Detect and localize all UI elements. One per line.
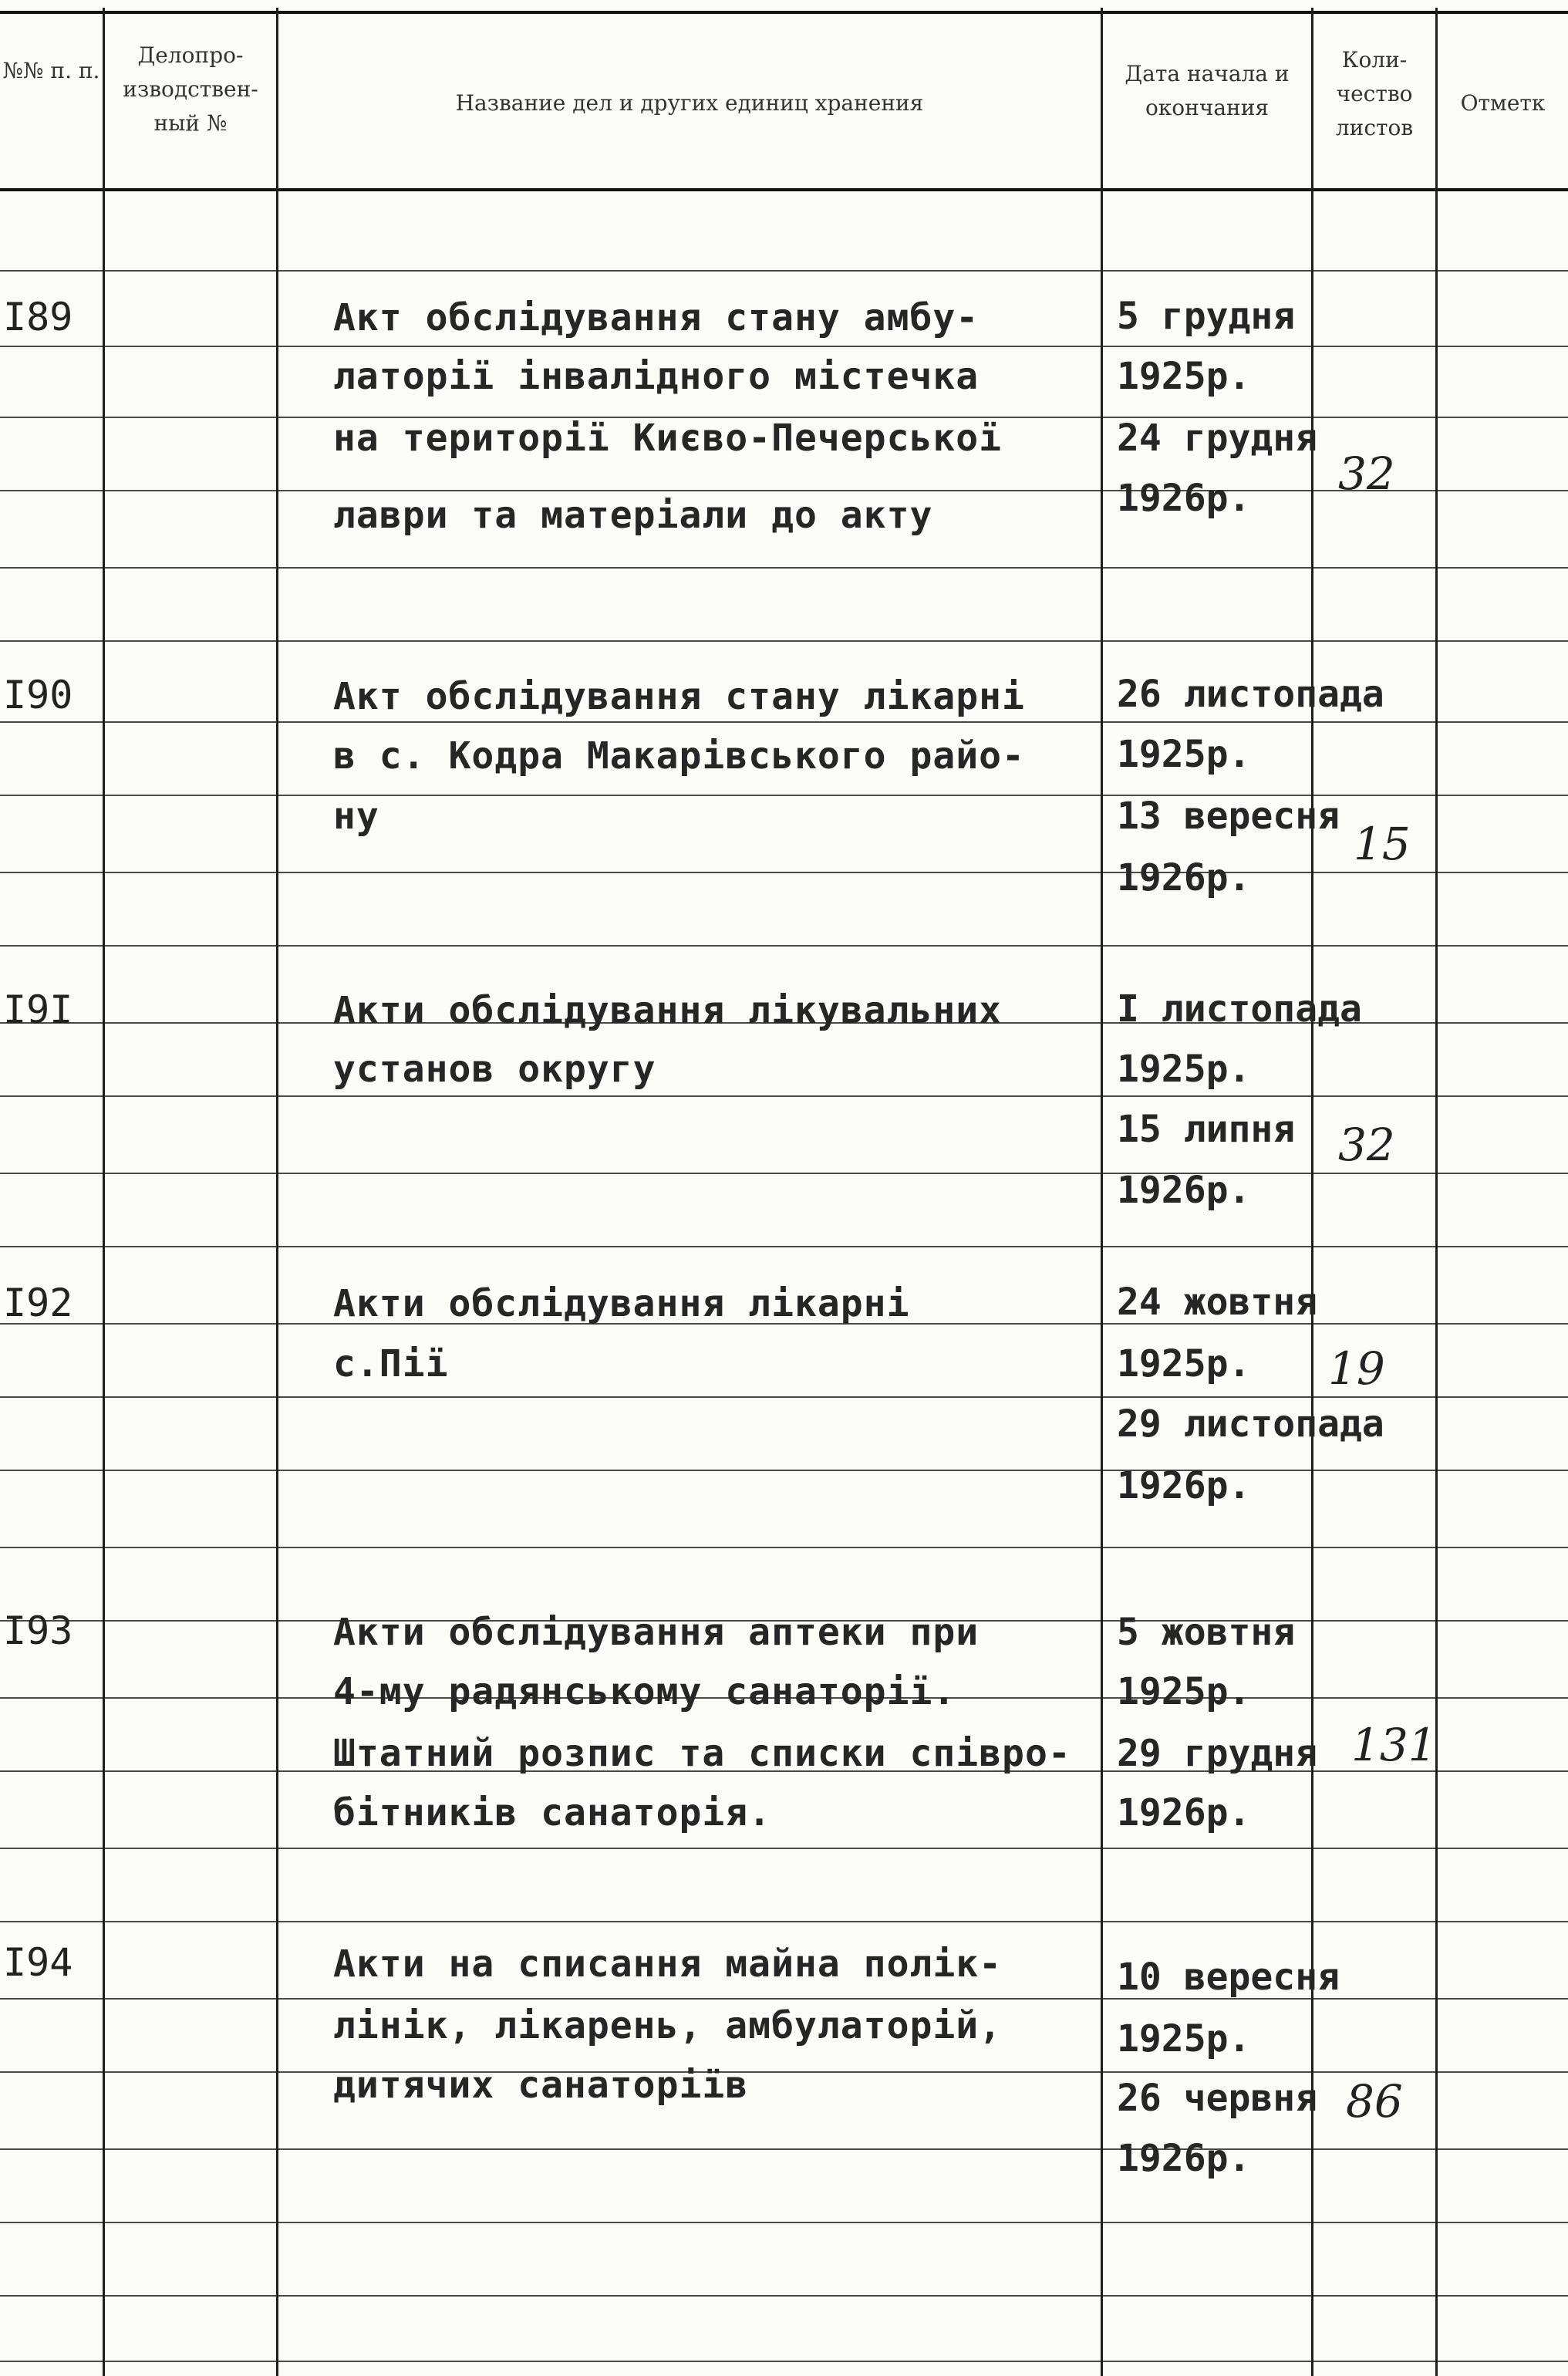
- record-sheet-count: 32: [1338, 447, 1395, 500]
- record-date-line: 5 грудня: [1117, 295, 1296, 338]
- header-col-sheets: Коли- чество листов: [1335, 47, 1414, 140]
- rule: [0, 270, 1568, 272]
- record-title-line: Акти обслідування аптеки при: [333, 1611, 980, 1654]
- record-date-line: 26 червня: [1117, 2077, 1318, 2120]
- record-title-line: дитячих санаторіїв: [333, 2064, 749, 2107]
- record-title-line: лаври та матеріали до акту: [333, 494, 933, 537]
- rule: [0, 640, 1568, 642]
- record-date-line: 1925р.: [1117, 1342, 1251, 1385]
- record-date-line: 1926р.: [1117, 477, 1251, 520]
- header-col-office-number: Делопро- изводствен- ный №: [123, 42, 258, 136]
- record-date-line: 24 жовтня: [1117, 1281, 1318, 1324]
- record-title-line: латорії інвалідного містечка: [333, 355, 980, 398]
- record-date-line: I листопада: [1117, 987, 1362, 1031]
- record-title-line: 4-му радянському санаторії.: [333, 1670, 956, 1713]
- record-title-line: Акти обслідування лікарні: [333, 1282, 910, 1325]
- record-sheet-count: 19: [1328, 1342, 1385, 1395]
- rule: [0, 945, 1568, 947]
- record-title-line: установ округу: [333, 1048, 656, 1091]
- record-date-line: 29 листопада: [1117, 1402, 1384, 1446]
- record-title-line: Акт обслідування стану амбу-: [333, 296, 980, 339]
- rule: [0, 567, 1568, 569]
- record-date-line: 1925р.: [1117, 1048, 1251, 1091]
- top-border: [0, 11, 1568, 14]
- record-date-line: 1926р.: [1117, 1464, 1251, 1507]
- record-date-line: 15 липня: [1117, 1108, 1296, 1151]
- rule: [0, 1246, 1568, 1247]
- header-col-dates: Дата начала и окончания: [1125, 61, 1290, 120]
- record-title-line: ну: [333, 795, 379, 838]
- record-number: I93: [3, 1608, 73, 1653]
- record-title-line: бітників санаторія.: [333, 1791, 772, 1834]
- rule: [0, 2361, 1568, 2362]
- header-col-notes: Отметк: [1460, 90, 1546, 116]
- record-date-line: 26 листопада: [1117, 673, 1384, 716]
- rule: [0, 721, 1568, 723]
- record-date-line: 10 вересня: [1117, 1956, 1340, 1999]
- column-divider: [103, 8, 105, 2376]
- record-date-line: 29 грудня: [1117, 1732, 1318, 1775]
- rule: [0, 1095, 1568, 1097]
- column-divider: [1101, 8, 1103, 2376]
- rule: [0, 2148, 1568, 2150]
- record-date-line: 1926р.: [1117, 856, 1251, 899]
- record-title-line: Акти на списання майна полік-: [333, 1942, 1003, 1986]
- header-col-title: Название дел и других единиц хранения: [455, 90, 924, 116]
- record-sheet-count: 131: [1351, 1719, 1437, 1771]
- record-title-line: с.Пії: [333, 1342, 449, 1385]
- record-date-line: 1925р.: [1117, 733, 1251, 776]
- record-number: I92: [3, 1281, 73, 1325]
- record-sheet-count: 86: [1346, 2075, 1403, 2128]
- header-bottom-border: [0, 188, 1568, 191]
- record-title-line: Акти обслідування лікувальних: [333, 989, 1003, 1032]
- record-number: I94: [3, 1940, 73, 1985]
- rule: [0, 2295, 1568, 2297]
- rule: [0, 872, 1568, 873]
- rule: [0, 1921, 1568, 1922]
- record-date-line: 1926р.: [1117, 1791, 1251, 1834]
- column-divider: [1435, 8, 1438, 2376]
- rule: [0, 2071, 1568, 2073]
- record-date-line: 13 вересня: [1117, 795, 1340, 838]
- record-date-line: 1926р.: [1117, 2137, 1251, 2180]
- rule: [0, 1173, 1568, 1174]
- record-date-line: 1926р.: [1117, 1169, 1251, 1212]
- record-number: I9I: [3, 987, 73, 1032]
- record-date-line: 5 жовтня: [1117, 1611, 1296, 1654]
- rule: [0, 1547, 1568, 1548]
- record-title-line: Акт обслідування стану лікарні: [333, 675, 1025, 718]
- record-date-line: 1925р.: [1117, 1670, 1251, 1713]
- column-divider: [276, 8, 278, 2376]
- rule: [0, 2222, 1568, 2223]
- record-title-line: Штатний розпис та списки співро-: [333, 1732, 1071, 1775]
- record-sheet-count: 32: [1338, 1119, 1395, 1171]
- rule: [0, 490, 1568, 491]
- rule: [0, 1396, 1568, 1398]
- record-number: I90: [3, 673, 73, 717]
- record-sheet-count: 15: [1354, 818, 1411, 870]
- rule: [0, 1470, 1568, 1471]
- rule: [0, 346, 1568, 347]
- record-number: I89: [3, 295, 73, 339]
- record-title-line: на території Києво-Печерської: [333, 417, 1003, 460]
- record-date-line: 1925р.: [1117, 355, 1251, 398]
- header-col-number: №№ п. п.: [2, 58, 100, 83]
- rule: [0, 1848, 1568, 1849]
- record-date-line: 1925р.: [1117, 2017, 1251, 2060]
- record-title-line: лінік, лікарень, амбулаторій,: [333, 2004, 1003, 2047]
- record-date-line: 24 грудня: [1117, 417, 1318, 460]
- column-divider: [1311, 8, 1313, 2376]
- record-title-line: в с. Кодра Макарівського райо-: [333, 734, 1025, 778]
